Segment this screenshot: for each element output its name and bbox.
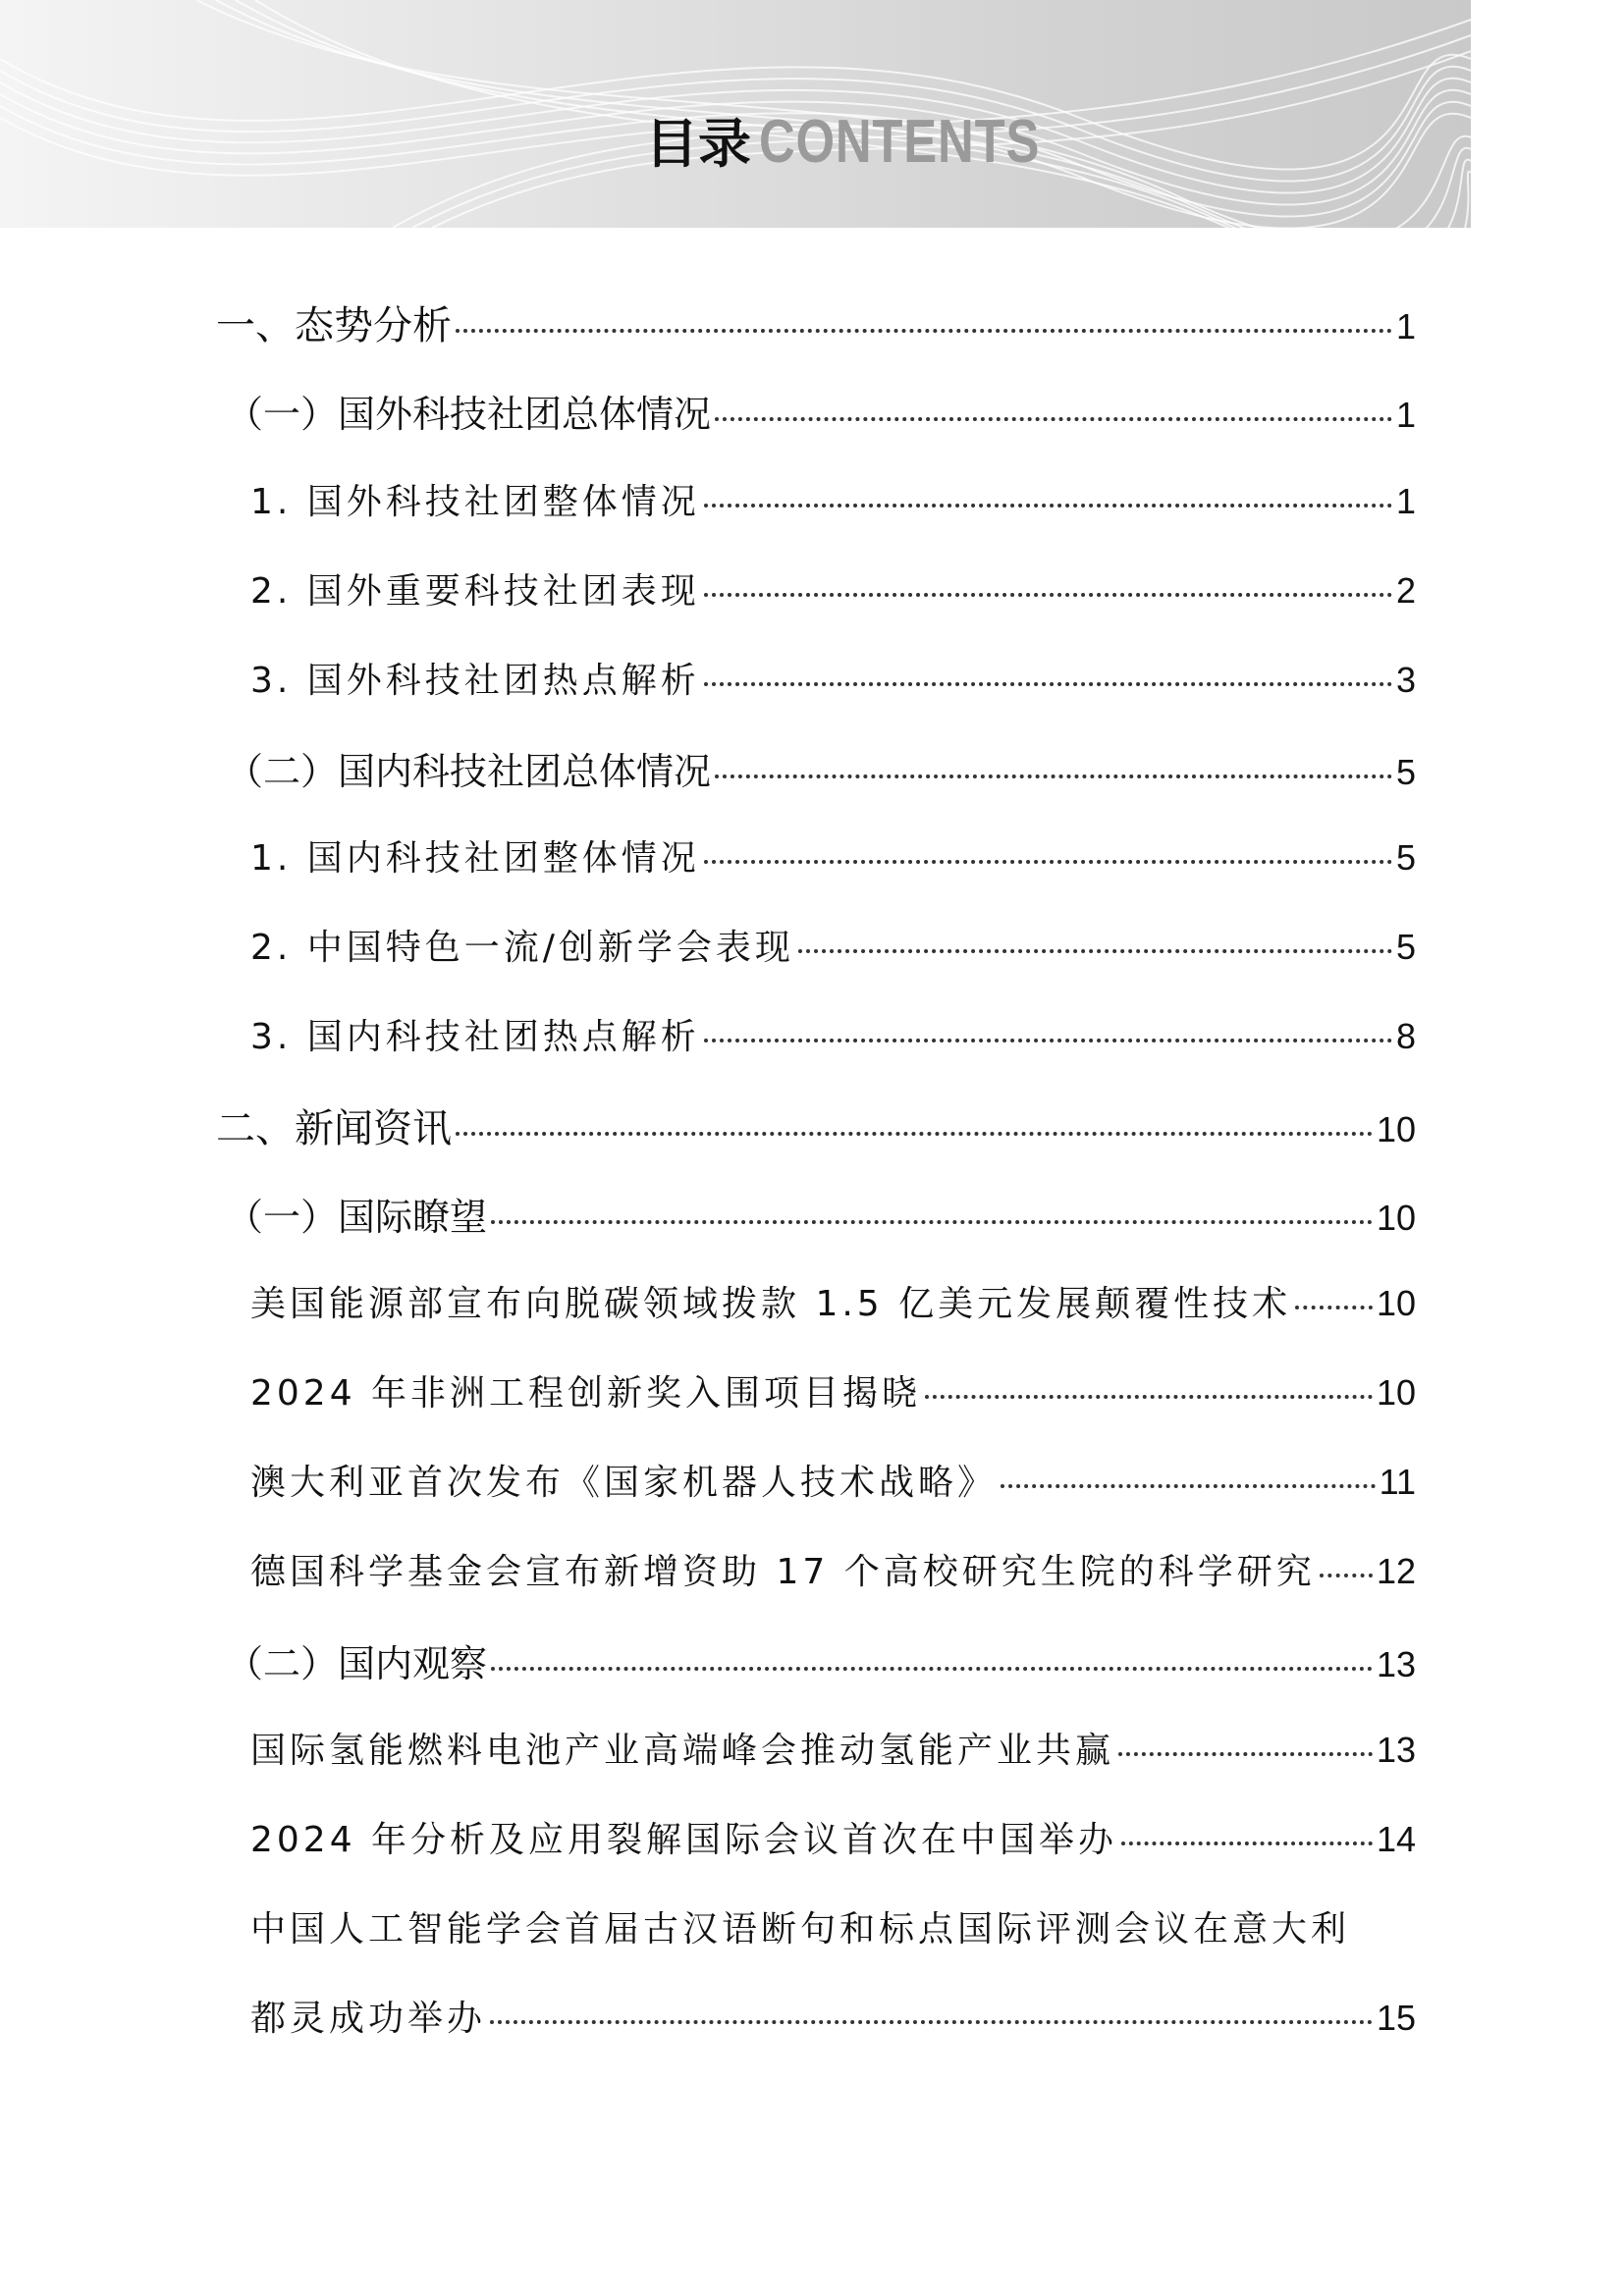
leader-dots [715, 380, 1392, 421]
toc-entry-label: 2024 年分析及应用裂解国际会议首次在中国举办 [250, 1820, 1118, 1860]
toc-entry-page: 11 [1379, 1462, 1416, 1502]
toc-entry-page: 13 [1376, 1644, 1416, 1684]
toc-entry-label: （一）国外科技社团总体情况 [226, 393, 712, 436]
toc-entry-label: 德国科学基金会宣布新增资助 17 个高校研究生院的科学研究 [250, 1552, 1316, 1592]
toc-entry[interactable] [250, 1365, 1416, 1415]
toc-entry-label: 一、态势分析 [216, 303, 452, 348]
toc-entry-page: 14 [1376, 1819, 1416, 1859]
toc-entry[interactable] [226, 1187, 1416, 1241]
toc-entry-page: 1 [1395, 395, 1416, 435]
toc-entry-page: 10 [1376, 1372, 1416, 1413]
toc-entry-page: 10 [1376, 1198, 1416, 1238]
leader-dots [715, 737, 1392, 778]
toc-entry-page: 1 [1395, 481, 1416, 521]
toc-entry-page: 12 [1376, 1551, 1416, 1591]
toc-entry-label: 二、新闻资讯 [216, 1106, 452, 1151]
page-title [645, 102, 1102, 178]
toc-entry-label: 3. 国内科技社团热点解析 [250, 1017, 700, 1057]
toc-entry-page: 8 [1395, 1016, 1416, 1056]
toc-entry-page: 13 [1376, 1730, 1416, 1770]
leader-dots [704, 558, 1392, 597]
toc-entry-label: （二）国内科技社团总体情况 [226, 750, 712, 793]
toc-entry[interactable] [250, 653, 1416, 703]
toc-entry-page: 5 [1395, 752, 1416, 792]
toc-entry-label: 美国能源部宣布向脱碳领域拨款 1.5 亿美元发展颠覆性技术 [250, 1284, 1292, 1324]
toc-entry-page: 2 [1395, 570, 1416, 611]
toc-entry[interactable] [226, 1633, 1416, 1687]
toc-entry[interactable] [250, 1991, 1416, 2041]
toc-entry-page: 5 [1395, 927, 1416, 967]
toc-entry[interactable] [250, 474, 1416, 524]
toc-entry-label: （一）国际瞭望 [226, 1196, 488, 1239]
title-chinese: 目录 [645, 113, 751, 175]
toc-entry[interactable] [250, 1276, 1416, 1326]
leader-dots [456, 1093, 1373, 1136]
leader-dots [1118, 1717, 1373, 1756]
toc-entry[interactable] [216, 1097, 1416, 1153]
toc-entry-page: 3 [1395, 660, 1416, 700]
toc-entry-label: 1. 国内科技社团整体情况 [250, 838, 700, 879]
leader-dots [456, 290, 1392, 333]
toc-entry-label: 国际氢能燃料电池产业高端峰会推动氢能产业共赢 [250, 1731, 1115, 1771]
toc-entry[interactable] [250, 1812, 1416, 1862]
title-english: CONTENTS [759, 108, 1041, 176]
leader-dots [1121, 1806, 1373, 1845]
leader-dots [1295, 1270, 1373, 1309]
leader-dots [704, 468, 1392, 507]
leader-dots [491, 1183, 1373, 1224]
toc-entry[interactable] [226, 741, 1416, 795]
toc-entry[interactable] [250, 1009, 1416, 1059]
header-banner [0, 0, 1471, 228]
toc-entry[interactable] [250, 920, 1416, 970]
toc-entry-page: 15 [1376, 1998, 1416, 2038]
toc-entry-page: 1 [1395, 306, 1416, 347]
toc-entry-label: 2. 国外重要科技社团表现 [250, 571, 700, 612]
toc-entry-label: （二）国内观察 [226, 1642, 488, 1685]
toc-entry-page: 10 [1376, 1283, 1416, 1323]
toc-entry-label: 3. 国外科技社团热点解析 [250, 661, 700, 701]
toc-entry-label: 澳大利亚首次发布《国家机器人技术战略》 [250, 1463, 998, 1503]
toc-entry-label: 1. 国外科技社团整体情况 [250, 482, 700, 522]
leader-dots [491, 1629, 1373, 1671]
toc-entry[interactable] [250, 1455, 1416, 1505]
toc-entry[interactable] [216, 294, 1416, 350]
toc-entry-label: 2. 中国特色一流/创新学会表现 [250, 928, 794, 968]
leader-dots [704, 825, 1392, 864]
toc-entry-page: 10 [1376, 1109, 1416, 1149]
leader-dots [925, 1360, 1373, 1399]
leader-dots [1320, 1538, 1373, 1577]
toc-entry[interactable] [250, 563, 1416, 614]
toc-entry[interactable] [226, 384, 1416, 438]
toc-entry-label: 2024 年非洲工程创新奖入围项目揭晓 [250, 1373, 922, 1414]
leader-dots [704, 1003, 1392, 1042]
leader-dots [1001, 1449, 1376, 1488]
leader-dots [798, 914, 1392, 953]
toc-entry-label: 都灵成功举办 [250, 1999, 487, 2039]
toc-entry[interactable] [250, 830, 1416, 881]
toc-entry[interactable] [250, 1544, 1416, 1594]
leader-dots [490, 1985, 1373, 2024]
toc-entry-page: 5 [1395, 837, 1416, 878]
leader-dots [704, 647, 1392, 686]
toc-entry[interactable] [250, 1723, 1416, 1773]
toc-entry-label-line1[interactable]: 中国人工智能学会首届古汉语断句和标点国际评测会议在意大利 [250, 1909, 1351, 1949]
